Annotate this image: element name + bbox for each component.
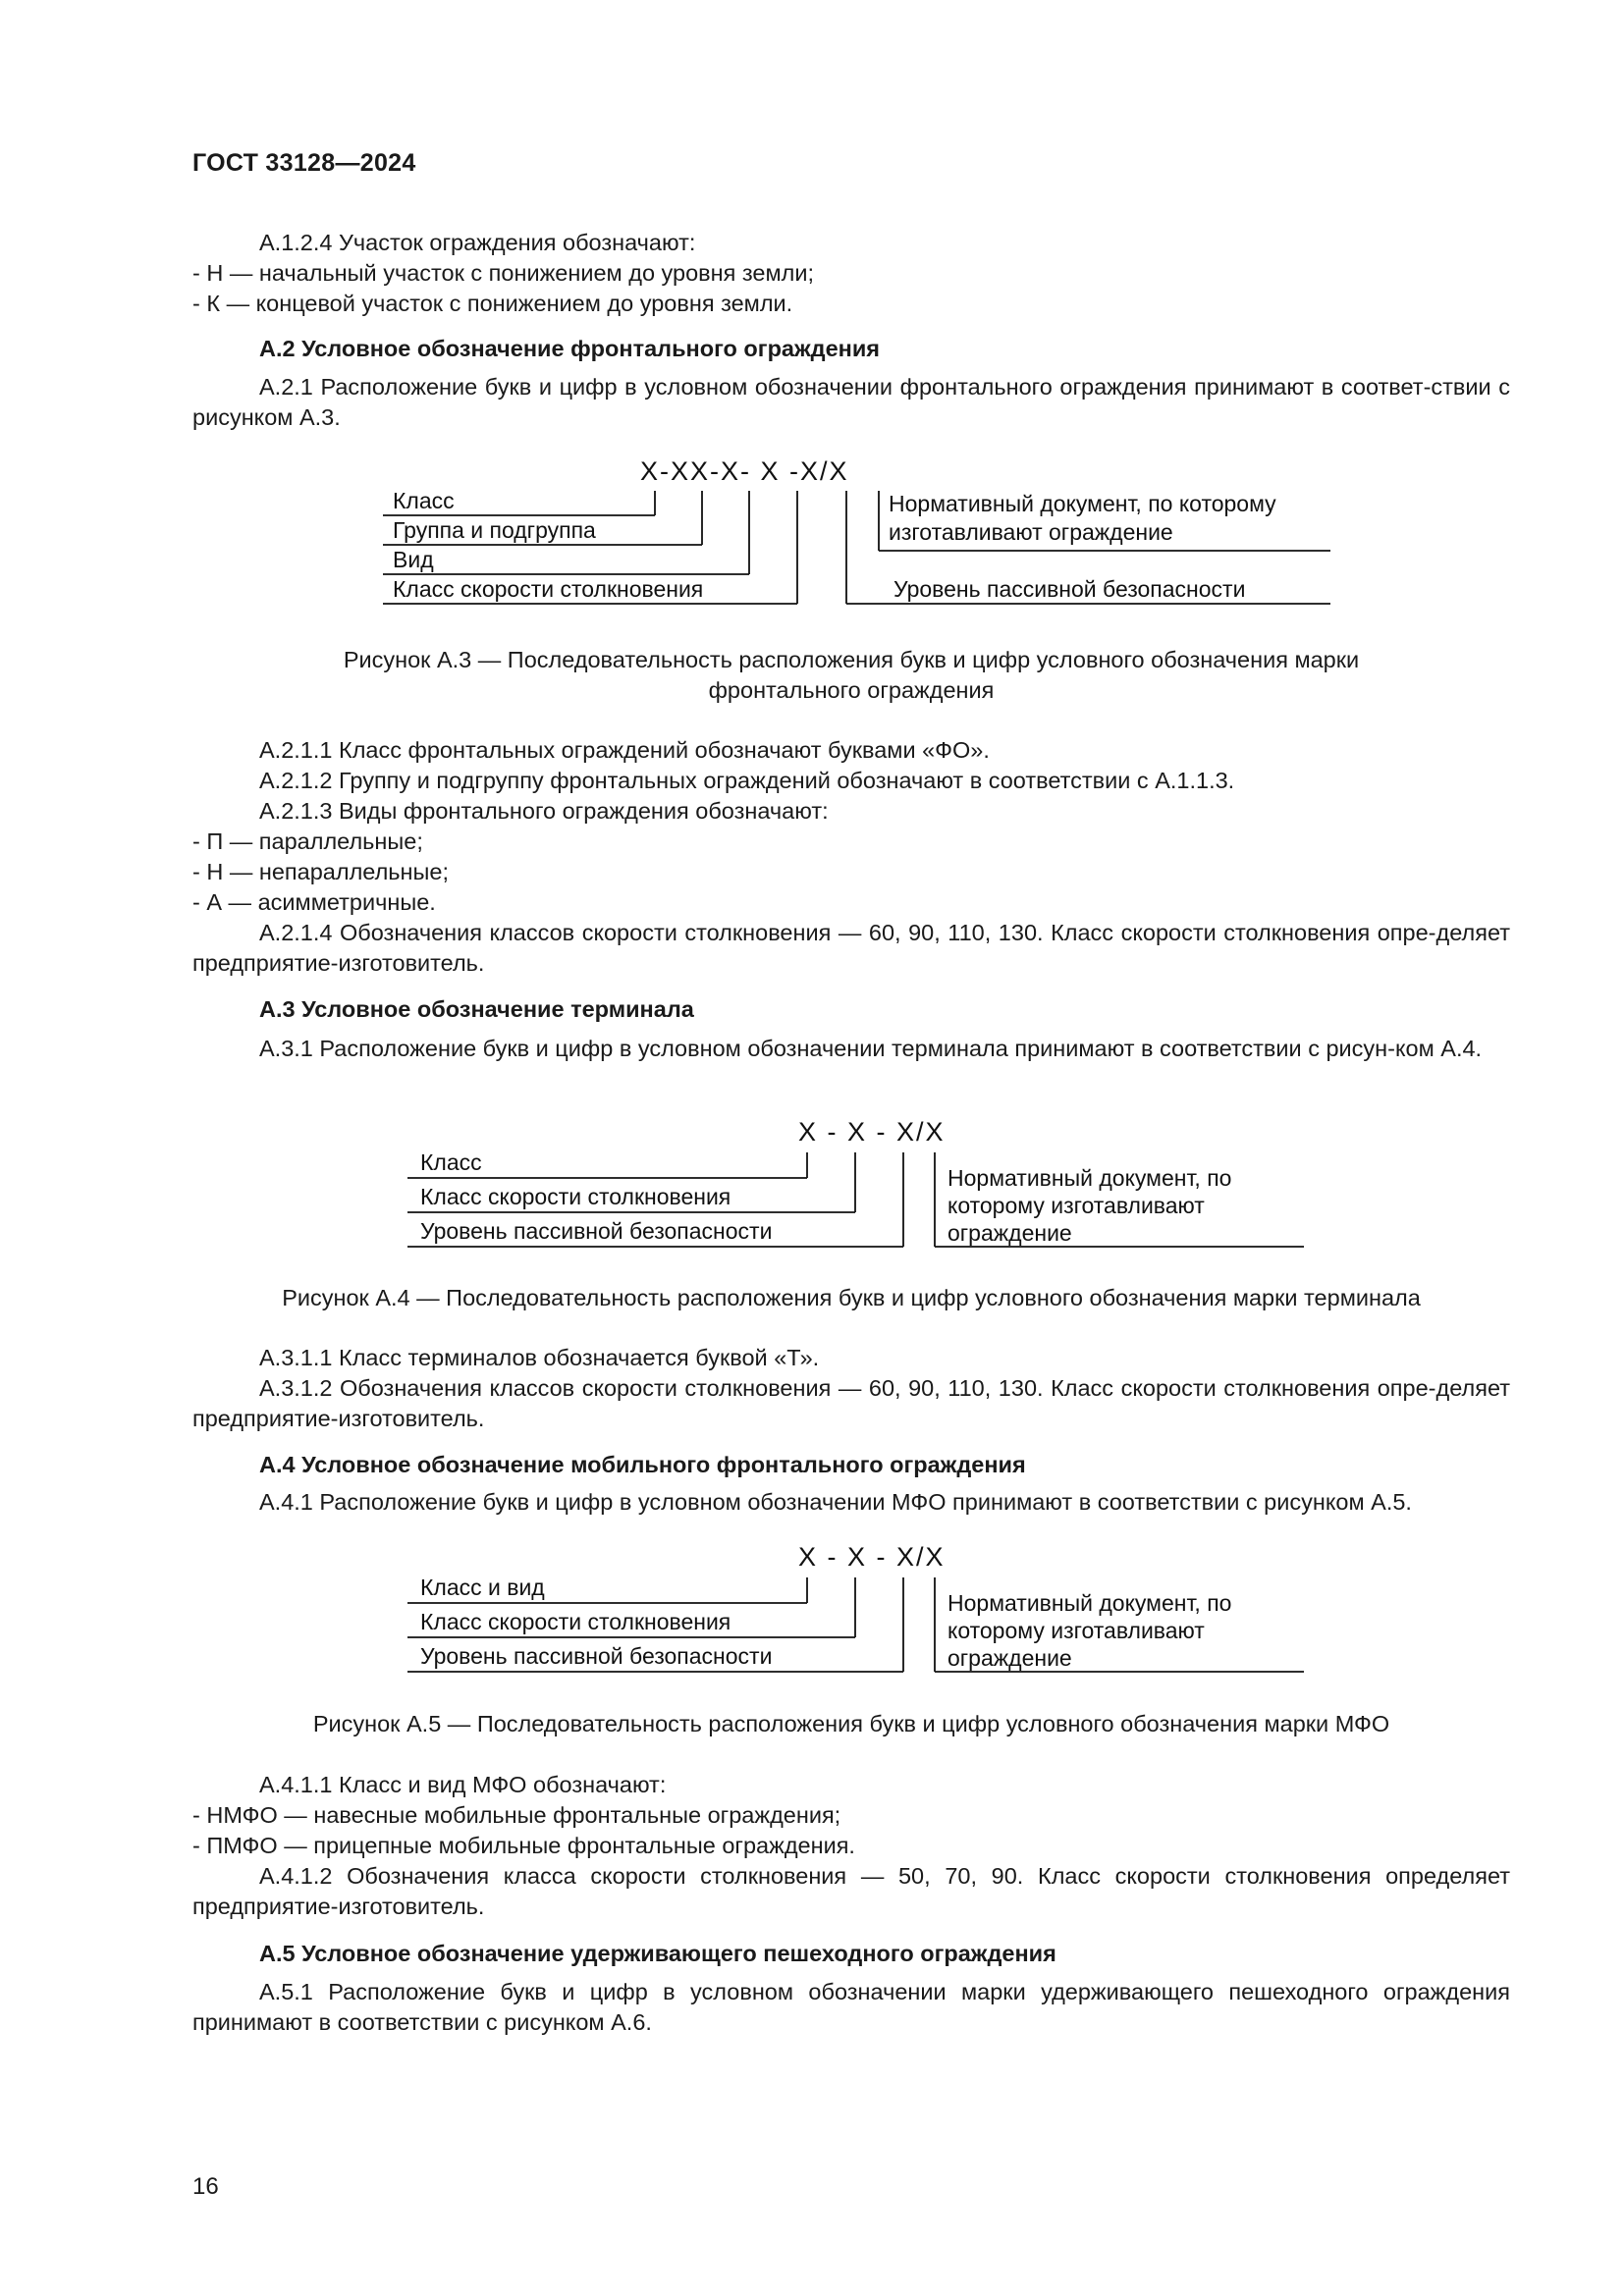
label-passive-safety: Уровень пассивной безопасности — [420, 1218, 773, 1244]
section-a31-subclauses — [192, 1343, 1510, 1434]
designation-code: Х - Х - Х/Х — [798, 1542, 946, 1572]
section-a3-heading-block — [192, 994, 1510, 1025]
page-number: 16 — [192, 2173, 219, 2200]
label-class: Класс — [393, 488, 455, 513]
section-a5-heading-block — [192, 1939, 1510, 1969]
paragraph-a211: А.2.1.1 Класс фронтальных ограждений обозначают буквами «ФО». — [259, 737, 990, 763]
figure-a5-caption: Рисунок А.5 — Последовательность расположения букв и цифр условного обозначения марки МФО — [312, 1711, 1390, 1736]
label-normative-doc: изготавливают ограждение — [889, 519, 1173, 545]
label-normative-doc: которому изготавливают — [947, 1193, 1205, 1218]
label-passive-safety: Уровень пассивной безопасности — [420, 1643, 773, 1669]
figure-a3-caption: Рисунок А.3 — Последовательность расположения букв и цифр условного обозначения марки — [343, 647, 1360, 672]
label-normative-doc: ограждение — [947, 1220, 1072, 1246]
section-heading-a2: А.2 Условное обозначение фронтального ограждения — [259, 336, 880, 361]
paragraph-a21: А.2.1 Расположение букв и цифр в условном обозначении фронтального ограждения принимают в соответ-ствии с рисунком А.3. — [192, 374, 1510, 430]
label-class-and-type: Класс и вид — [420, 1575, 545, 1600]
label-speed-class: Класс скорости столкновения — [393, 576, 704, 602]
figure-a3-diagram — [0, 447, 1624, 623]
label-normative-doc: ограждение — [947, 1645, 1072, 1671]
section-heading-a5: А.5 Условное обозначение удерживающего пешеходного ограждения — [259, 1941, 1056, 1966]
paragraph-a31-block — [192, 1034, 1510, 1064]
list-item: - Н — начальный участок с понижением до уровня земли; — [192, 260, 814, 286]
label-group: Группа и подгруппа — [393, 517, 596, 543]
paragraph-a41: А.4.1 Расположение букв и цифр в условном обозначении МФО принимают в соответствии с рисунком А.5. — [259, 1489, 1412, 1515]
paragraph-a41-block — [192, 1487, 1510, 1518]
paragraph-a411: А.4.1.1 Класс и вид МФО обозначают: — [259, 1772, 667, 1797]
label-type: Вид — [393, 547, 434, 572]
list-item: - К — концевой участок с понижением до уровня земли. — [192, 291, 793, 316]
section-a124 — [192, 228, 1510, 319]
section-a4-heading-block — [192, 1450, 1510, 1480]
label-normative-doc: Нормативный документ, по которому — [889, 491, 1276, 516]
list-item: - Н — непараллельные; — [192, 859, 450, 884]
section-a2-heading-block — [192, 334, 1510, 364]
paragraph-a213: А.2.1.3 Виды фронтального ограждения обозначают: — [259, 798, 829, 824]
list-item: - НМФО — навесные мобильные фронтальные ограждения; — [192, 1802, 841, 1828]
figure-a3-caption: фронтального ограждения — [708, 677, 995, 703]
section-heading-a4: А.4 Условное обозначение мобильного фронтального ограждения — [259, 1452, 1026, 1477]
list-item: - П — параллельные; — [192, 828, 423, 854]
paragraph-a214: А.2.1.4 Обозначения классов скорости столкновения — 60, 90, 110, 130. Класс скорости столкновения опре-деляет предприятие-изготовитель. — [192, 920, 1510, 976]
label-speed-class: Класс скорости столкновения — [420, 1184, 731, 1209]
standard-header: ГОСТ 33128—2024 — [192, 149, 416, 177]
paragraph-a31: А.3.1 Расположение букв и цифр в условном обозначении терминала принимают в соответствии с рисун-ком А.4. — [259, 1036, 1483, 1061]
paragraph-a51: А.5.1 Расположение букв и цифр в условном обозначении марки удерживающего пешеходного ограждения принимают в соответствии с рисунком А.6. — [192, 1979, 1510, 2035]
section-a41-subclauses — [192, 1770, 1510, 1922]
paragraph-a212: А.2.1.2 Группу и подгруппу фронтальных ограждений обозначают в соответствии с А.1.1.3. — [259, 768, 1235, 793]
figure-a4-caption: Рисунок А.4 — Последовательность расположения букв и цифр условного обозначения марки терминала — [282, 1285, 1421, 1310]
paragraph-a21-block — [192, 372, 1510, 433]
paragraph-a124: А.1.2.4 Участок ограждения обозначают: — [259, 230, 696, 255]
figure-a5-diagram — [0, 1536, 1624, 1683]
label-normative-doc: Нормативный документ, по — [947, 1590, 1232, 1616]
designation-code: Х-ХХ-Х- Х -Х/Х — [640, 456, 849, 486]
label-normative-doc: которому изготавливают — [947, 1618, 1205, 1643]
section-a21-subclauses — [192, 735, 1510, 979]
label-class: Класс — [420, 1149, 482, 1175]
figure-a4-diagram — [0, 1111, 1624, 1258]
designation-code: Х - Х - Х/Х — [798, 1117, 946, 1147]
list-item: - А — асимметричные. — [192, 889, 436, 915]
paragraph-a51-block — [192, 1977, 1510, 2038]
paragraph-a312: А.3.1.2 Обозначения классов скорости столкновения — 60, 90, 110, 130. Класс скорости столкновения опре-деляет предприятие-изготовитель. — [192, 1375, 1510, 1431]
label-speed-class: Класс скорости столкновения — [420, 1609, 731, 1634]
label-normative-doc: Нормативный документ, по — [947, 1165, 1232, 1191]
list-item: - ПМФО — прицепные мобильные фронтальные ограждения. — [192, 1833, 855, 1858]
paragraph-a412: А.4.1.2 Обозначения класса скорости столкновения — 50, 70, 90. Класс скорости столкновения определяет предприятие-изготовитель. — [192, 1863, 1510, 1919]
section-heading-a3: А.3 Условное обозначение терминала — [259, 996, 694, 1022]
paragraph-a311: А.3.1.1 Класс терминалов обозначается буквой «Т». — [259, 1345, 820, 1370]
label-passive-safety: Уровень пассивной безопасности — [893, 576, 1246, 602]
